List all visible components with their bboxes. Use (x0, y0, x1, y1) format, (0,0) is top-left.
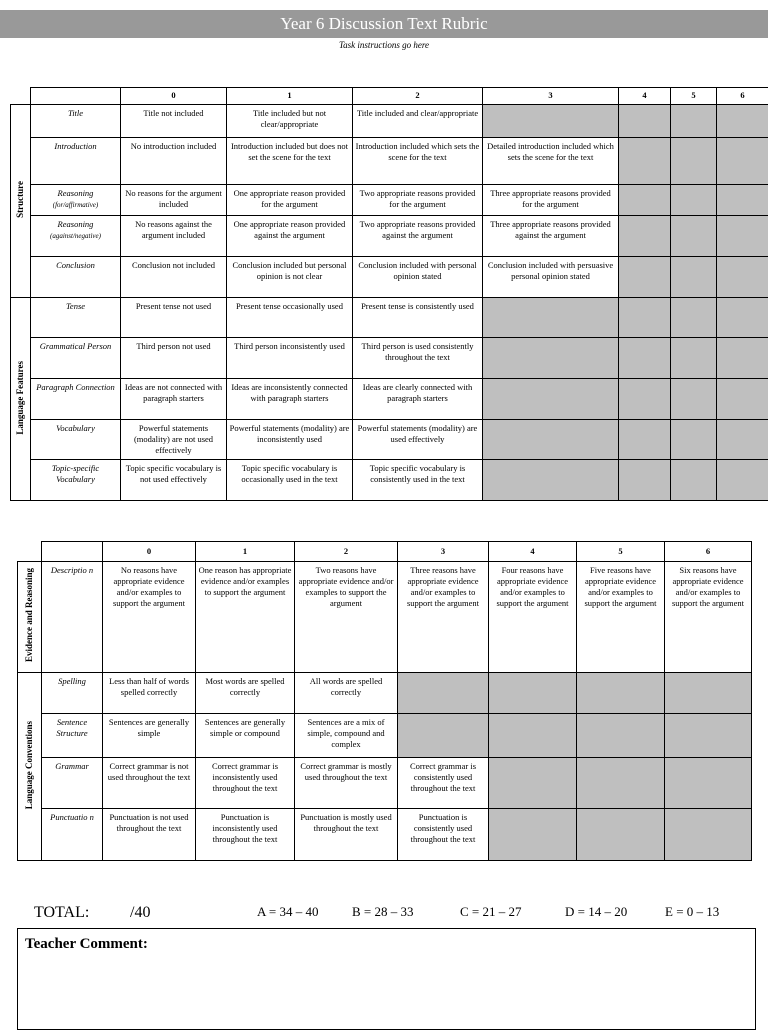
rubric-row-vocabulary (11, 420, 768, 460)
rubric-table-evidence-conventions (17, 541, 752, 861)
score-header-2: 2 (295, 542, 398, 562)
category-label: Language Conventions (24, 721, 34, 809)
descriptor-cell: Three appropriate reasons provided against the argument (483, 216, 619, 257)
criterion-cell (42, 714, 103, 758)
rubric-table-structure-language (10, 87, 768, 501)
total-label: TOTAL: (34, 904, 89, 922)
empty-shaded-cell (577, 714, 665, 758)
criterion-label: Introduction (54, 141, 96, 151)
descriptor-cell: Title not included (121, 105, 227, 138)
empty-shaded-cell (619, 185, 671, 216)
score-header-6: 6 (665, 542, 752, 562)
criterion-cell (31, 105, 121, 138)
grade-b: B = 28 – 33 (352, 904, 414, 920)
descriptor-cell: Four reasons have appropriate evidence and/or examples to support the argument (489, 562, 577, 673)
rubric-row-sentence-structure (18, 714, 752, 758)
score-header-4: 4 (489, 542, 577, 562)
criterion-cell (31, 298, 121, 338)
task-instructions: Task instructions go here (0, 40, 768, 50)
descriptor-cell: Powerful statements (modality) are inconsistently used (227, 420, 353, 460)
empty-shaded-cell (717, 460, 768, 501)
criterion-label: Reasoning (58, 219, 94, 229)
descriptor-cell: One appropriate reason provided against the argument (227, 216, 353, 257)
descriptor-cell: Powerful statements (modality) are used effectively (353, 420, 483, 460)
descriptor-cell: Present tense not used (121, 298, 227, 338)
criterion-sub-label: (for/affirmative) (53, 201, 99, 209)
rubric-row-introduction (11, 138, 768, 185)
criterion-cell (31, 460, 121, 501)
descriptor-cell: Correct grammar is consistently used throughout the text (398, 758, 489, 809)
corner-cell (11, 88, 31, 105)
empty-shaded-cell (717, 338, 768, 379)
descriptor-cell: Detailed introduction included which sets the scene for the text (483, 138, 619, 185)
empty-shaded-cell (398, 673, 489, 714)
descriptor-cell: Topic specific vocabulary is consistently used in the text (353, 460, 483, 501)
descriptor-cell: Title included but not clear/appropriate (227, 105, 353, 138)
empty-shaded-cell (619, 460, 671, 501)
empty-shaded-cell (717, 138, 768, 185)
score-header-2: 2 (353, 88, 483, 105)
total-row (0, 904, 768, 926)
category-label: Structure (15, 181, 25, 218)
criterion-cell (31, 379, 121, 420)
page-title: Year 6 Discussion Text Rubric (0, 10, 768, 38)
rubric-row-topic-specific-vocabulary (11, 460, 768, 501)
score-header-3: 3 (483, 88, 619, 105)
empty-shaded-cell (665, 714, 752, 758)
category-label: Language Features (15, 361, 25, 435)
empty-shaded-cell (671, 185, 717, 216)
descriptor-cell: Sentences are a mix of simple, compound and complex (295, 714, 398, 758)
rubric-row-spelling (18, 673, 752, 714)
descriptor-cell: One appropriate reason provided for the argument (227, 185, 353, 216)
empty-shaded-cell (619, 105, 671, 138)
score-header-0: 0 (121, 88, 227, 105)
empty-shaded-cell (483, 379, 619, 420)
descriptor-cell: Present tense occasionally used (227, 298, 353, 338)
empty-shaded-cell (665, 673, 752, 714)
rubric-row-punctuatio-n (18, 809, 752, 861)
criterion-sub-label: (against/negative) (50, 232, 101, 240)
score-header-3: 3 (398, 542, 489, 562)
empty-shaded-cell (717, 185, 768, 216)
descriptor-cell: Conclusion included with personal opinion stated (353, 257, 483, 298)
grade-a: A = 34 – 40 (257, 904, 319, 920)
descriptor-cell: Third person inconsistently used (227, 338, 353, 379)
category-language-features (11, 298, 31, 501)
criterion-cell (31, 420, 121, 460)
descriptor-cell: Introduction included which sets the scene for the text (353, 138, 483, 185)
empty-shaded-cell (671, 379, 717, 420)
header-row (18, 542, 752, 562)
score-header-5: 5 (671, 88, 717, 105)
total-max: /40 (130, 904, 150, 922)
category-label: Evidence and Reasoning (24, 568, 34, 662)
descriptor-cell: Sentences are generally simple (103, 714, 196, 758)
empty-shaded-cell (619, 379, 671, 420)
empty-shaded-cell (619, 298, 671, 338)
descriptor-cell: Less than half of words spelled correctly (103, 673, 196, 714)
criterion-cell (42, 562, 103, 673)
criterion-label: Descriptio n (51, 565, 93, 575)
descriptor-cell: Ideas are not connected with paragraph starters (121, 379, 227, 420)
empty-shaded-cell (671, 216, 717, 257)
criterion-label: Sentence Structure (56, 717, 87, 738)
criterion-cell (42, 673, 103, 714)
criterion-label: Conclusion (56, 260, 95, 270)
descriptor-cell: No reasons have appropriate evidence and/or examples to support the argument (103, 562, 196, 673)
score-header-4: 4 (619, 88, 671, 105)
empty-shaded-cell (717, 257, 768, 298)
category-language-conventions (18, 673, 42, 861)
criterion-label: Reasoning (58, 188, 94, 198)
criterion-label: Vocabulary (56, 423, 95, 433)
criterion-cell (31, 216, 121, 257)
descriptor-cell: One reason has appropriate evidence and/or examples to support the argument (196, 562, 295, 673)
descriptor-cell: Six reasons have appropriate evidence and/or examples to support the argument (665, 562, 752, 673)
empty-shaded-cell (489, 673, 577, 714)
header-row (11, 88, 768, 105)
criterion-header (31, 88, 121, 105)
empty-shaded-cell (483, 420, 619, 460)
criterion-label: Grammatical Person (40, 341, 112, 351)
descriptor-cell: Two reasons have appropriate evidence and/or examples to support the argument (295, 562, 398, 673)
empty-shaded-cell (577, 673, 665, 714)
criterion-cell (42, 809, 103, 861)
criterion-cell (31, 185, 121, 216)
descriptor-cell: Punctuation is inconsistently used throughout the text (196, 809, 295, 861)
empty-shaded-cell (671, 298, 717, 338)
criterion-cell (31, 257, 121, 298)
descriptor-cell: Conclusion included but personal opinion is not clear (227, 257, 353, 298)
descriptor-cell: Ideas are inconsistently connected with paragraph starters (227, 379, 353, 420)
descriptor-cell: Ideas are clearly connected with paragraph starters (353, 379, 483, 420)
descriptor-cell: No introduction included (121, 138, 227, 185)
empty-shaded-cell (671, 257, 717, 298)
descriptor-cell: Two appropriate reasons provided for the argument (353, 185, 483, 216)
rubric-row-tense (11, 298, 768, 338)
criterion-label: Tense (66, 301, 85, 311)
descriptor-cell: Present tense is consistently used (353, 298, 483, 338)
empty-shaded-cell (483, 338, 619, 379)
criterion-label: Topic-specific Vocabulary (52, 463, 99, 484)
descriptor-cell: Title included and clear/appropriate (353, 105, 483, 138)
criterion-label: Punctuatio n (50, 812, 94, 822)
score-header-1: 1 (196, 542, 295, 562)
teacher-comment-label: Teacher Comment: (25, 936, 148, 953)
empty-shaded-cell (483, 298, 619, 338)
empty-shaded-cell (483, 105, 619, 138)
empty-shaded-cell (717, 298, 768, 338)
rubric-row-title (11, 105, 768, 138)
category-evidence-and-reasoning (18, 562, 42, 673)
empty-shaded-cell (619, 338, 671, 379)
descriptor-cell: Punctuation is mostly used throughout the text (295, 809, 398, 861)
empty-shaded-cell (577, 758, 665, 809)
empty-shaded-cell (717, 105, 768, 138)
empty-shaded-cell (398, 714, 489, 758)
empty-shaded-cell (717, 379, 768, 420)
rubric-row-reasoning-for-affirmative (11, 185, 768, 216)
empty-shaded-cell (577, 809, 665, 861)
rubric-row-grammatical-person (11, 338, 768, 379)
descriptor-cell: Conclusion included with persuasive personal opinion stated (483, 257, 619, 298)
empty-shaded-cell (665, 758, 752, 809)
empty-shaded-cell (671, 460, 717, 501)
rubric-row-descriptio-n (18, 562, 752, 673)
descriptor-cell: Five reasons have appropriate evidence and/or examples to support the argument (577, 562, 665, 673)
descriptor-cell: Punctuation is consistently used throughout the text (398, 809, 489, 861)
descriptor-cell: Third person not used (121, 338, 227, 379)
descriptor-cell: No reasons for the argument included (121, 185, 227, 216)
descriptor-cell: Conclusion not included (121, 257, 227, 298)
corner-cell (18, 542, 42, 562)
descriptor-cell: Correct grammar is inconsistently used throughout the text (196, 758, 295, 809)
empty-shaded-cell (489, 809, 577, 861)
descriptor-cell: Three appropriate reasons provided for the argument (483, 185, 619, 216)
empty-shaded-cell (489, 714, 577, 758)
empty-shaded-cell (671, 420, 717, 460)
empty-shaded-cell (619, 420, 671, 460)
descriptor-cell: Topic specific vocabulary is not used effectively (121, 460, 227, 501)
teacher-comment-box[interactable] (17, 928, 756, 1030)
empty-shaded-cell (717, 420, 768, 460)
grade-c: C = 21 – 27 (460, 904, 522, 920)
score-header-6: 6 (717, 88, 768, 105)
rubric-row-grammar (18, 758, 752, 809)
descriptor-cell: Introduction included but does not set the scene for the text (227, 138, 353, 185)
descriptor-cell: No reasons against the argument included (121, 216, 227, 257)
empty-shaded-cell (717, 216, 768, 257)
empty-shaded-cell (671, 338, 717, 379)
criterion-cell (31, 338, 121, 379)
empty-shaded-cell (483, 460, 619, 501)
descriptor-cell: Powerful statements (modality) are not used effectively (121, 420, 227, 460)
empty-shaded-cell (619, 216, 671, 257)
empty-shaded-cell (619, 257, 671, 298)
score-header-0: 0 (103, 542, 196, 562)
category-structure (11, 105, 31, 298)
descriptor-cell: Correct grammar is mostly used throughout the text (295, 758, 398, 809)
criterion-header (42, 542, 103, 562)
descriptor-cell: Sentences are generally simple or compound (196, 714, 295, 758)
rubric-row-reasoning-against-negative (11, 216, 768, 257)
descriptor-cell: Three reasons have appropriate evidence and/or examples to support the argument (398, 562, 489, 673)
criterion-label: Title (68, 108, 83, 118)
grade-e: E = 0 – 13 (665, 904, 719, 920)
grade-d: D = 14 – 20 (565, 904, 627, 920)
score-header-5: 5 (577, 542, 665, 562)
rubric-row-paragraph-connection (11, 379, 768, 420)
descriptor-cell: All words are spelled correctly (295, 673, 398, 714)
descriptor-cell: Punctuation is not used throughout the text (103, 809, 196, 861)
descriptor-cell: Third person is used consistently throughout the text (353, 338, 483, 379)
empty-shaded-cell (671, 105, 717, 138)
empty-shaded-cell (489, 758, 577, 809)
empty-shaded-cell (671, 138, 717, 185)
empty-shaded-cell (619, 138, 671, 185)
descriptor-cell: Correct grammar is not used throughout the text (103, 758, 196, 809)
rubric-row-conclusion (11, 257, 768, 298)
descriptor-cell: Topic specific vocabulary is occasionally used in the text (227, 460, 353, 501)
descriptor-cell: Most words are spelled correctly (196, 673, 295, 714)
criterion-cell (31, 138, 121, 185)
criterion-cell (42, 758, 103, 809)
criterion-label: Spelling (58, 676, 86, 686)
descriptor-cell: Two appropriate reasons provided against the argument (353, 216, 483, 257)
criterion-label: Paragraph Connection (36, 382, 115, 392)
empty-shaded-cell (665, 809, 752, 861)
score-header-1: 1 (227, 88, 353, 105)
criterion-label: Grammar (55, 761, 89, 771)
